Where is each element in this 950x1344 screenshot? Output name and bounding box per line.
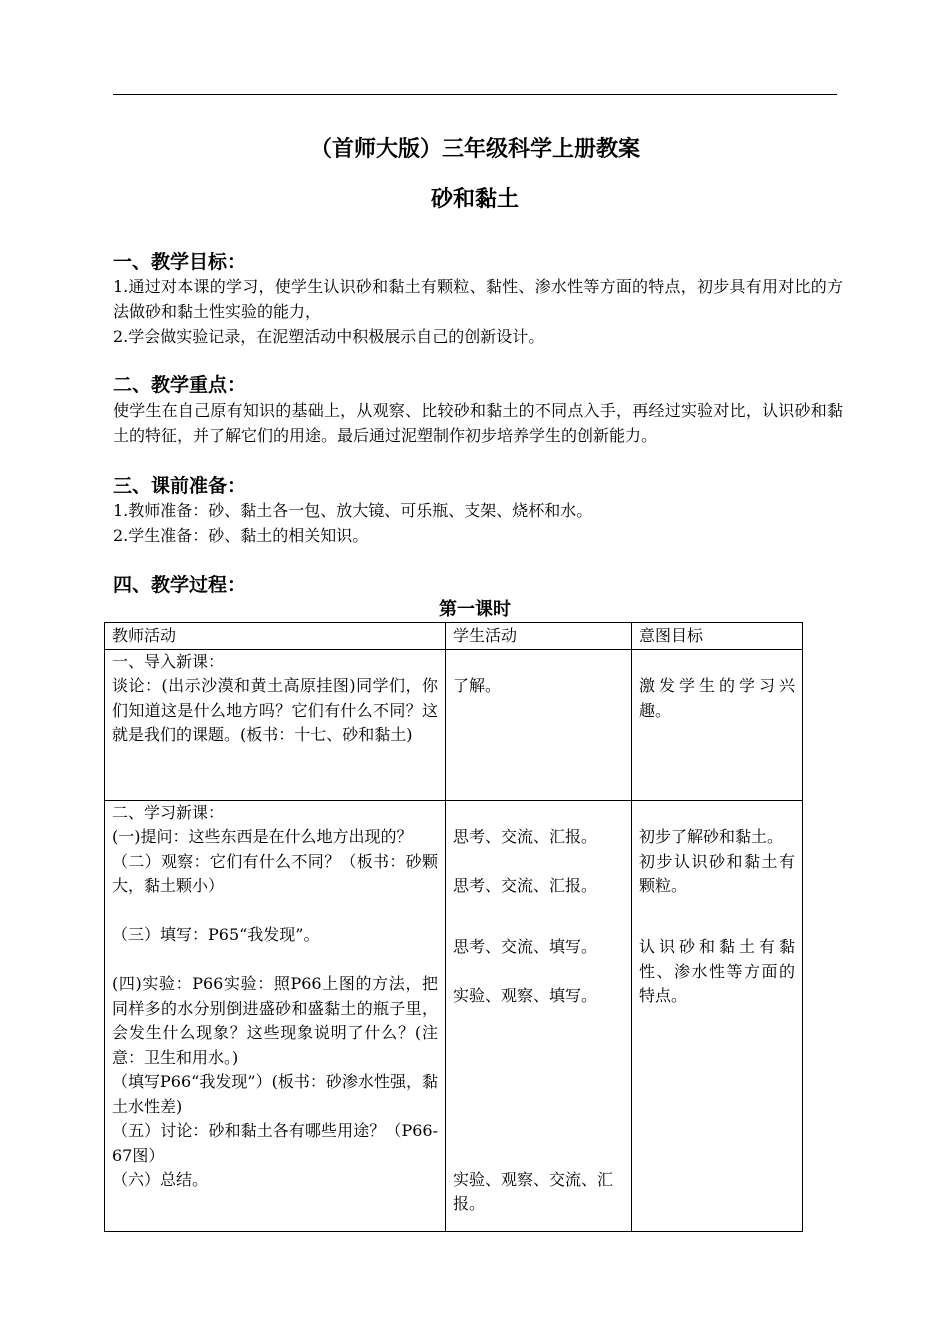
goal-line: 初步认识砂和黏土有颗粒。 [639,851,795,895]
section-heading-process: 四、教学过程： [113,574,247,596]
goal-cell [632,800,803,1231]
objective-line: 1.通过对本课的学习，使学生认识砂和黏土有颗粒、黏性、渗水性等方面的特点，初步具有用对比的方法做砂和黏土性实验的能力， [113,277,843,321]
section-body-preparation [113,498,843,548]
table-row [105,800,803,1231]
goal-line: 认识砂和黏土有黏性、渗水性等方面的特点。 [639,937,795,1005]
goal-cell [632,649,803,800]
teacher-line: （五）讨论：砂和黏土各有哪些用途？（P66-67图） [112,1121,438,1165]
teacher-line: (四)实验：P66实验：照P66上图的方法，把同样多的水分别倒进盛砂和盛黏土的瓶子里，会发生什么现象？这些现象说明了什么？(注意：卫生和用水。) [112,974,438,1067]
header-rule [113,94,837,95]
teacher-line: （三）填写：P65“我发现”。 [112,925,320,944]
student-cell [446,800,632,1231]
header-student-activity: 学生活动 [446,623,632,650]
document-subtitle: 砂和黏土 [430,186,519,212]
teacher-line: （二）观察：它们有什么不同？（板书：砂颗大，黏土颗小） [112,851,438,895]
teacher-line: （六）总结。 [112,1170,209,1189]
teacher-line: 一、导入新课： [112,651,225,671]
section-body-objectives [113,274,843,349]
goal-line: 激发学生的学习兴趣。 [639,676,795,720]
section-body-key-points [113,398,843,448]
header-teacher-activity: 教师活动 [105,623,446,650]
key-point-line: 使学生在自己原有知识的基础上，从观察、比较砂和黏土的不同点入手，再经过实验对比，认识砂和黏土的特征，并了解它们的用途。最后通过泥塑制作初步培养学生的创新能力。 [113,401,843,445]
student-line: 思考、交流、汇报。 [453,827,598,846]
table-header-row [105,623,803,650]
teacher-cell [105,800,446,1231]
preparation-line: 2.学生准备：砂、黏土的相关知识。 [113,526,369,545]
section-heading-objectives: 一、教学目标： [113,251,247,273]
goal-line: 初步了解砂和黏土。 [639,827,784,846]
teacher-line: 二、学习新课： [112,802,225,822]
student-cell [446,649,632,800]
lesson-label: 第一课时 [439,599,511,620]
header-intent-goal: 意图目标 [632,623,803,650]
teacher-line: （填写P66“我发现”）(板书：砂渗水性强，黏土水性差) [112,1072,438,1116]
student-line: 实验、观察、填写。 [453,986,598,1005]
objective-line: 2.学会做实验记录，在泥塑活动中积极展示自己的创新设计。 [113,327,545,346]
teacher-cell [105,649,446,800]
section-heading-key-points: 二、教学重点： [113,374,247,396]
teacher-line: (一)提问：这些东西是在什么地方出现的？ [112,827,413,846]
section-heading-preparation: 三、课前准备： [113,475,247,497]
table-row [105,649,803,800]
document-title: （首师大版）三年级科学上册教案 [309,136,640,162]
student-line: 思考、交流、汇报。 [453,876,598,895]
student-line: 实验、观察、交流、汇报。 [453,1169,614,1213]
preparation-line: 1.教师准备：砂、黏土各一包、放大镜、可乐瓶、支架、烧杯和水。 [113,501,593,520]
teacher-line: 谈论：(出示沙漠和黄土高原挂图)同学们，你们知道这是什么地方吗？它们有什么不同？这就是我们的课题。(板书：十七、砂和黏土) [112,676,438,744]
student-line: 了解。 [453,676,502,695]
student-line: 思考、交流、填写。 [453,937,598,956]
lesson-plan-table [104,622,803,1232]
